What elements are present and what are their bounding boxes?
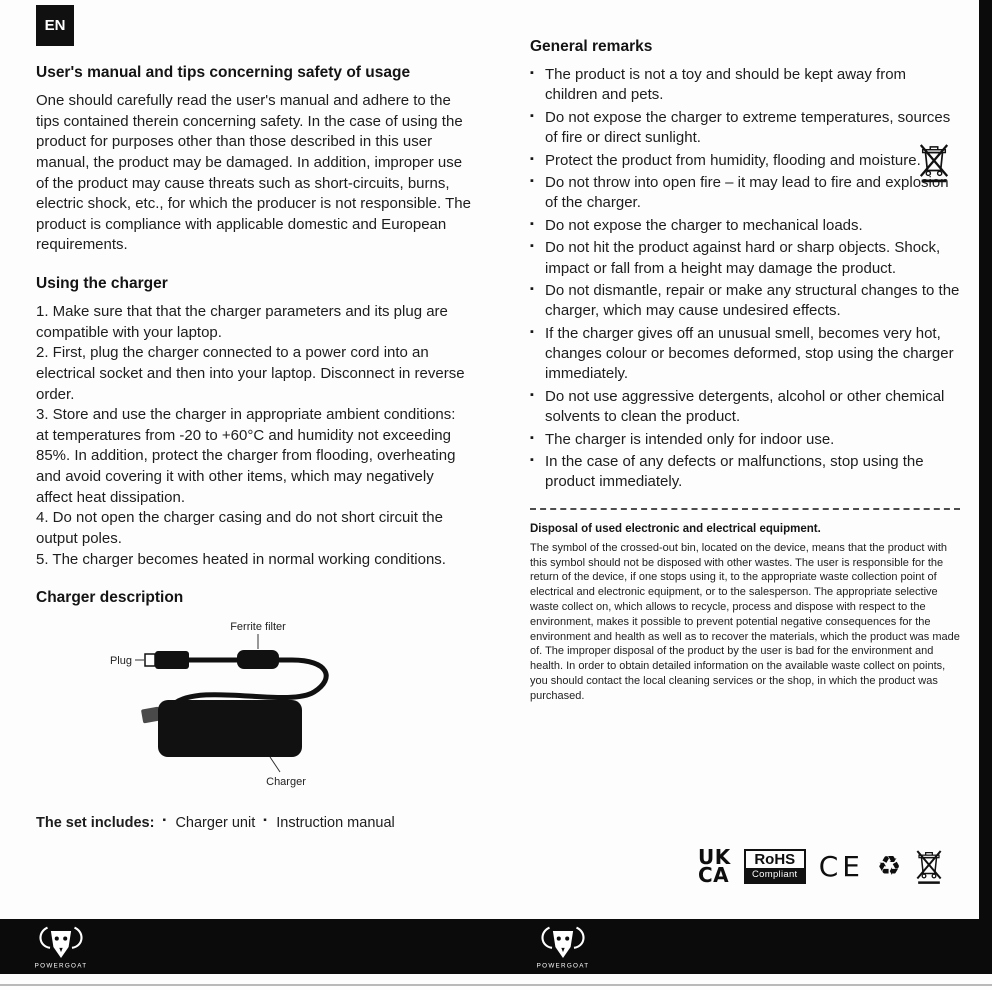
remark-item: ▪ In the case of any defects or malfunctions, stop using the product immediately. <box>530 452 960 493</box>
set-includes-label: The set includes: <box>36 815 155 832</box>
charger-label: Charger <box>266 776 306 789</box>
remark-item: ▪ Do not hit the product against hard or sharp objects. Shock, impact or fall from a height may damage the product. <box>530 238 960 279</box>
safety-body: One should carefully read the user's manual and adhere to the tips contained therein concerning safety. In the case of using the product for purposes other than those described in this user manual, the product may be damaged. In addition, improper use of the product may cause threats such as short-circuits, burns, electric shock, etc., for which the producer is not responsible. The product is compliance with applicable domestic and European requirements. <box>36 92 471 254</box>
certification-marks <box>698 846 944 886</box>
weee-bin-icon <box>917 140 951 184</box>
left-column <box>36 64 472 831</box>
remarks-heading: General remarks <box>530 38 653 55</box>
set-includes-line <box>36 815 472 831</box>
powergoat-logo <box>536 923 590 971</box>
ce-mark: CE <box>818 849 864 883</box>
remark-item: ▪ Do not use aggressive detergents, alcohol or other chemical solvents to clean the product. <box>530 387 960 428</box>
remark-item: ▪ The charger is intended only for indoor use. <box>530 430 960 450</box>
footer-bar <box>0 919 992 974</box>
remark-item: ▪ Protect the product from humidity, flooding and moisture. <box>530 151 960 171</box>
charger-diagram <box>92 616 472 799</box>
page-edge-strip <box>979 0 992 921</box>
remark-item: ▪ Do not expose the charger to extreme temperatures, sources of fire or direct sunlight. <box>530 108 960 149</box>
ukca-line1: UK <box>698 844 731 869</box>
dashed-divider <box>530 508 960 510</box>
set-includes-item: ▪ Instruction manual <box>263 815 394 831</box>
remark-item: ▪ The product is not a toy and should be kept away from children and pets. <box>530 65 960 106</box>
disposal-body: The symbol of the crossed-out bin, located on the device, means that the product with this symbol should not be disposed with other wastes. The user is responsible for the return of the device, if one stops using it, to the appropriate waste collection point of electrical and electronic equipment, or to the salesperson. The appropriate selective waste collect on, which allows to recycle, process and dispose with respect to the environment, makes it possible to prevent potential negative consequences for the environment and health as well as to recover the materials, which the product was made of. The improper disposal of the product by the user is bad for the environment and health. In order to obtain detailed information on the available waste collect on points, you should contact the local cleaning services or the shop, in which the product was purchased. <box>530 541 960 702</box>
powergoat-logo <box>34 923 88 971</box>
using-step: 2. First, plug the charger connected to a power cord into an electrical socket and then into your laptop. Disconnect in reverse order. <box>36 344 465 403</box>
language-badge: EN <box>36 5 74 46</box>
using-step: 4. Do not open the charger casing and do not short circuit the output poles. <box>36 509 443 547</box>
using-step: 1. Make sure that that the charger parameters and its plug are compatible with your laptop. <box>36 303 448 341</box>
rohs-mark <box>744 849 806 884</box>
description-heading: Charger description <box>36 589 184 607</box>
using-step: 5. The charger becomes heated in normal working conditions. <box>36 550 446 568</box>
right-column <box>530 38 960 703</box>
page-bottom-line <box>0 984 992 986</box>
set-includes-item: ▪ Charger unit <box>162 815 255 831</box>
brand-text: POWERGOAT <box>536 962 590 970</box>
using-heading: Using the charger <box>36 275 168 292</box>
using-step: 3. Store and use the charger in appropriate ambient conditions: at temperatures from -20 to +60°C and humidity not exceeding 85%. In addition, protect the charger from flooding, overheating and avoid covering it with other items, which may negatively affect heat dissipation. <box>36 406 456 506</box>
ferrite-filter-label: Ferrite filter <box>230 621 286 634</box>
remark-item: ▪ Do not dismantle, repair or make any structural changes to the charger, which may cause undesired effects. <box>530 281 960 322</box>
rohs-title: RoHS <box>754 850 796 868</box>
ukca-mark <box>698 844 731 887</box>
remark-item: ▪ Do not throw into open fire – it may lead to fire and explosion of the charger. <box>530 173 960 214</box>
rohs-subtitle: Compliant <box>746 868 804 882</box>
weee-bin-icon <box>914 846 944 886</box>
disposal-heading: Disposal of used electronic and electrical equipment. <box>530 522 821 535</box>
remarks-list <box>530 65 960 493</box>
safety-heading: User's manual and tips concerning safety of usage <box>36 64 411 81</box>
plug-label: Plug <box>109 655 132 668</box>
remark-item: ▪ If the charger gives off an unusual smell, becomes very hot, changes colour or becomes deformed, stop using the charger immediately. <box>530 324 960 385</box>
recycle-icon: ♻ <box>877 850 902 881</box>
ukca-line2: CA <box>698 863 730 887</box>
brand-text: POWERGOAT <box>34 962 88 970</box>
remark-item: ▪ Do not expose the charger to mechanical loads. <box>530 216 960 236</box>
